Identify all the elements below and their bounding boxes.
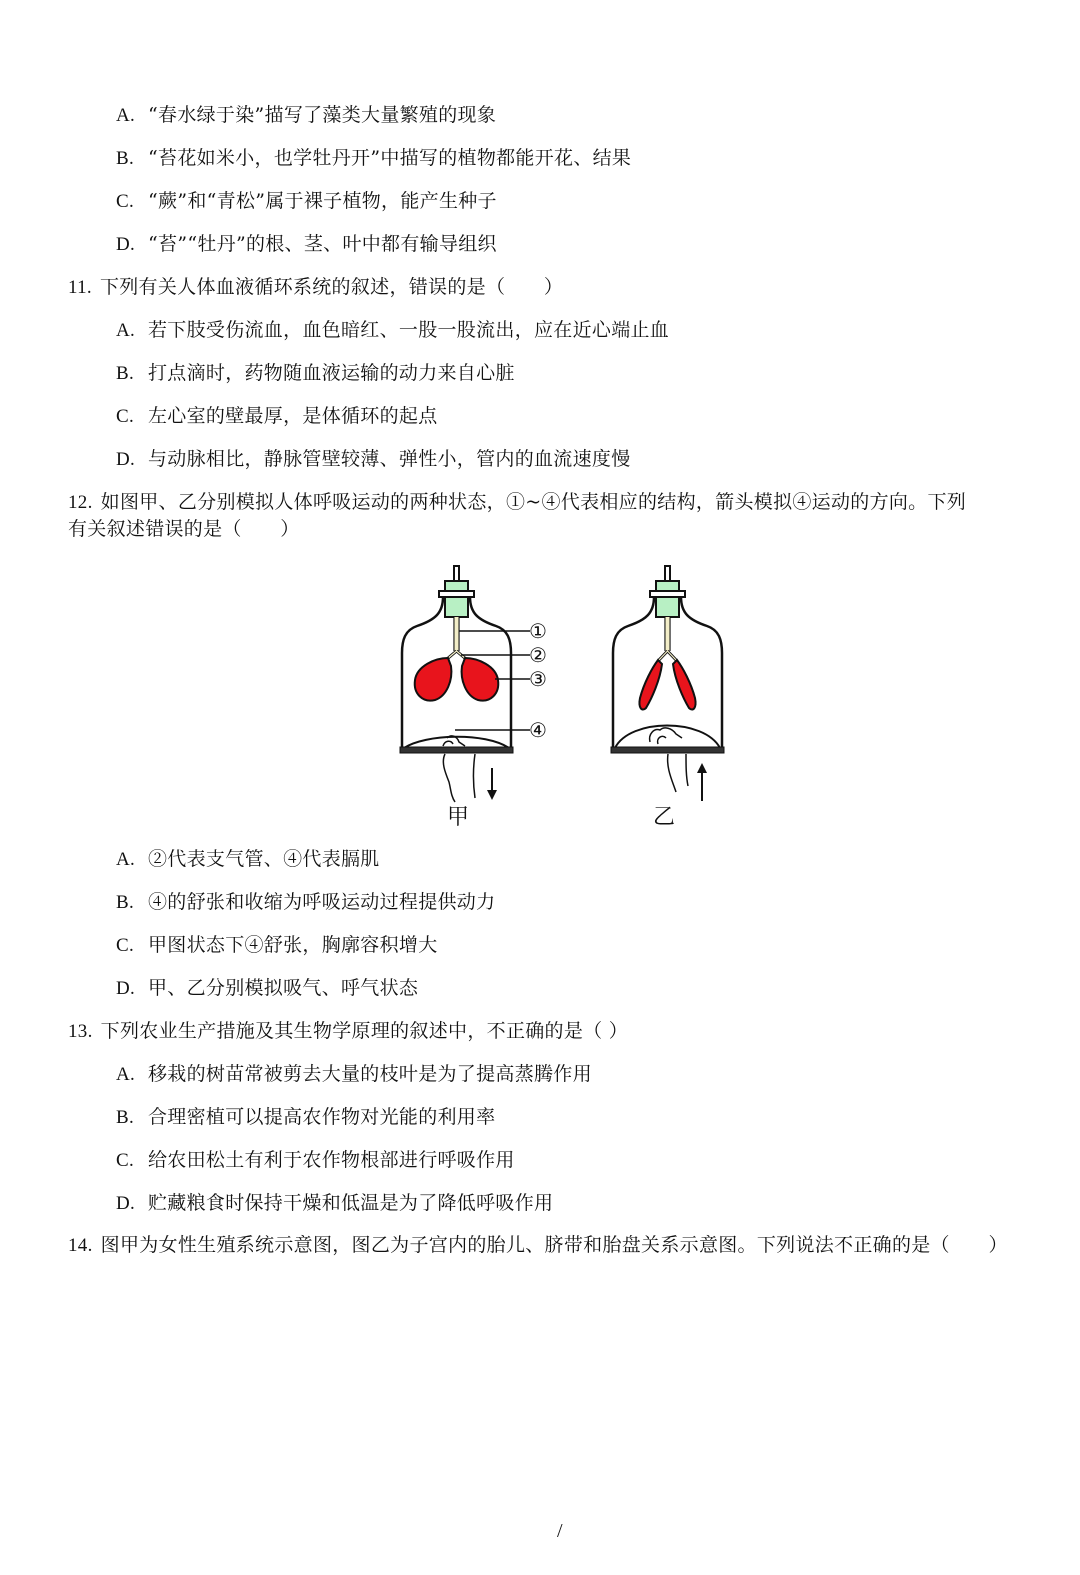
q13-option-b xyxy=(116,1105,495,1130)
question-text: 有关叙述错误的是（ ） xyxy=(68,518,300,540)
question-text: 如图甲、乙分别模拟人体呼吸运动的两种状态，①~④代表相应的结构，箭头模拟④运动的方向。下列 xyxy=(100,491,967,513)
label-3: ③ xyxy=(529,667,547,691)
option-label: D. xyxy=(116,449,136,470)
breathing-model-figure xyxy=(395,558,730,833)
q12-option-b xyxy=(116,890,495,915)
option-label: D. xyxy=(116,1193,136,1214)
option-text: 甲图状态下④舒张，胸廓容积增大 xyxy=(148,934,438,956)
option-label: B. xyxy=(116,148,135,169)
option-text: 左心室的壁最厚，是体循环的起点 xyxy=(148,405,438,427)
option-label: A. xyxy=(116,849,136,870)
question-text: 下列有关人体血液循环系统的叙述，错误的是（ ） xyxy=(99,276,564,298)
label-4: ④ xyxy=(529,718,547,742)
q13-option-d xyxy=(116,1191,553,1216)
option-text: ④的舒张和收缩为呼吸运动过程提供动力 xyxy=(148,891,496,913)
q12-stem-line1 xyxy=(68,490,966,515)
option-label: C. xyxy=(116,191,135,212)
q11-stem xyxy=(68,275,563,300)
question-number: 12. xyxy=(68,492,93,513)
label-1: ① xyxy=(529,619,547,643)
question-number: 14. xyxy=(68,1235,93,1256)
option-label: D. xyxy=(116,978,136,999)
q12-option-d xyxy=(116,976,418,1001)
q10-option-d xyxy=(116,232,497,257)
option-label: C. xyxy=(116,406,135,427)
q12-option-a xyxy=(116,847,380,872)
q13-option-c xyxy=(116,1148,515,1173)
label-2: ② xyxy=(529,643,547,667)
q11-option-b xyxy=(116,361,515,386)
q11-option-c xyxy=(116,404,438,429)
question-number: 11. xyxy=(68,277,92,298)
option-text: 合理密植可以提高农作物对光能的利用率 xyxy=(148,1106,496,1128)
q10-option-c xyxy=(116,189,497,214)
option-label: B. xyxy=(116,892,135,913)
option-label: A. xyxy=(116,1064,136,1085)
q12-option-c xyxy=(116,933,438,958)
option-text: “春水绿于染”描写了藻类大量繁殖的现象 xyxy=(148,104,497,126)
option-text: 甲、乙分别模拟吸气、呼气状态 xyxy=(148,977,419,999)
page-mark: / xyxy=(557,1520,563,1542)
question-text: 图甲为女性生殖系统示意图，图乙为子宫内的胎儿、脐带和胎盘关系示意图。下列说法不正确的是（ ） xyxy=(100,1234,1008,1256)
q11-option-d xyxy=(116,447,631,472)
option-text: 若下肢受伤流血，血色暗红、一股一股流出，应在近心端止血 xyxy=(148,319,670,341)
option-label: A. xyxy=(116,320,136,341)
option-text: 给农田松土有利于农作物根部进行呼吸作用 xyxy=(148,1149,515,1171)
option-label: C. xyxy=(116,935,135,956)
option-text: “苔”“牡丹”的根、茎、叶中都有输导组织 xyxy=(148,233,497,255)
option-text: 打点滴时，药物随血液运输的动力来自心脏 xyxy=(148,362,515,384)
q12-stem-line2 xyxy=(68,517,300,541)
jar-jia xyxy=(400,566,530,802)
q13-option-a xyxy=(116,1062,592,1087)
q13-stem xyxy=(68,1019,628,1044)
q14-stem xyxy=(68,1233,1008,1258)
option-text: ②代表支气管、④代表膈肌 xyxy=(148,848,380,870)
bell-jar-diagram xyxy=(395,558,730,833)
option-label: B. xyxy=(116,1107,135,1128)
option-text: 移栽的树苗常被剪去大量的枝叶是为了提高蒸腾作用 xyxy=(148,1063,592,1085)
q11-option-a xyxy=(116,318,669,343)
option-label: A. xyxy=(116,105,136,126)
option-text: 与动脉相比，静脉管壁较薄、弹性小，管内的血流速度慢 xyxy=(148,448,631,470)
option-label: C. xyxy=(116,1150,135,1171)
question-number: 13. xyxy=(68,1021,93,1042)
q10-option-b xyxy=(116,146,631,171)
caption-jia: 甲 xyxy=(447,805,470,830)
option-text: “蕨”和“青松”属于裸子植物，能产生种子 xyxy=(148,190,497,212)
jar-yi xyxy=(611,566,724,801)
option-text: 贮藏粮食时保持干燥和低温是为了降低呼吸作用 xyxy=(148,1192,554,1214)
option-label: D. xyxy=(116,234,136,255)
q10-option-a xyxy=(116,103,496,128)
option-label: B. xyxy=(116,363,135,384)
question-text: 下列农业生产措施及其生物学原理的叙述中，不正确的是（ ） xyxy=(100,1020,629,1042)
caption-yi: 乙 xyxy=(653,805,676,830)
option-text: “苔花如米小，也学牡丹开”中描写的植物都能开花、结果 xyxy=(148,147,632,169)
